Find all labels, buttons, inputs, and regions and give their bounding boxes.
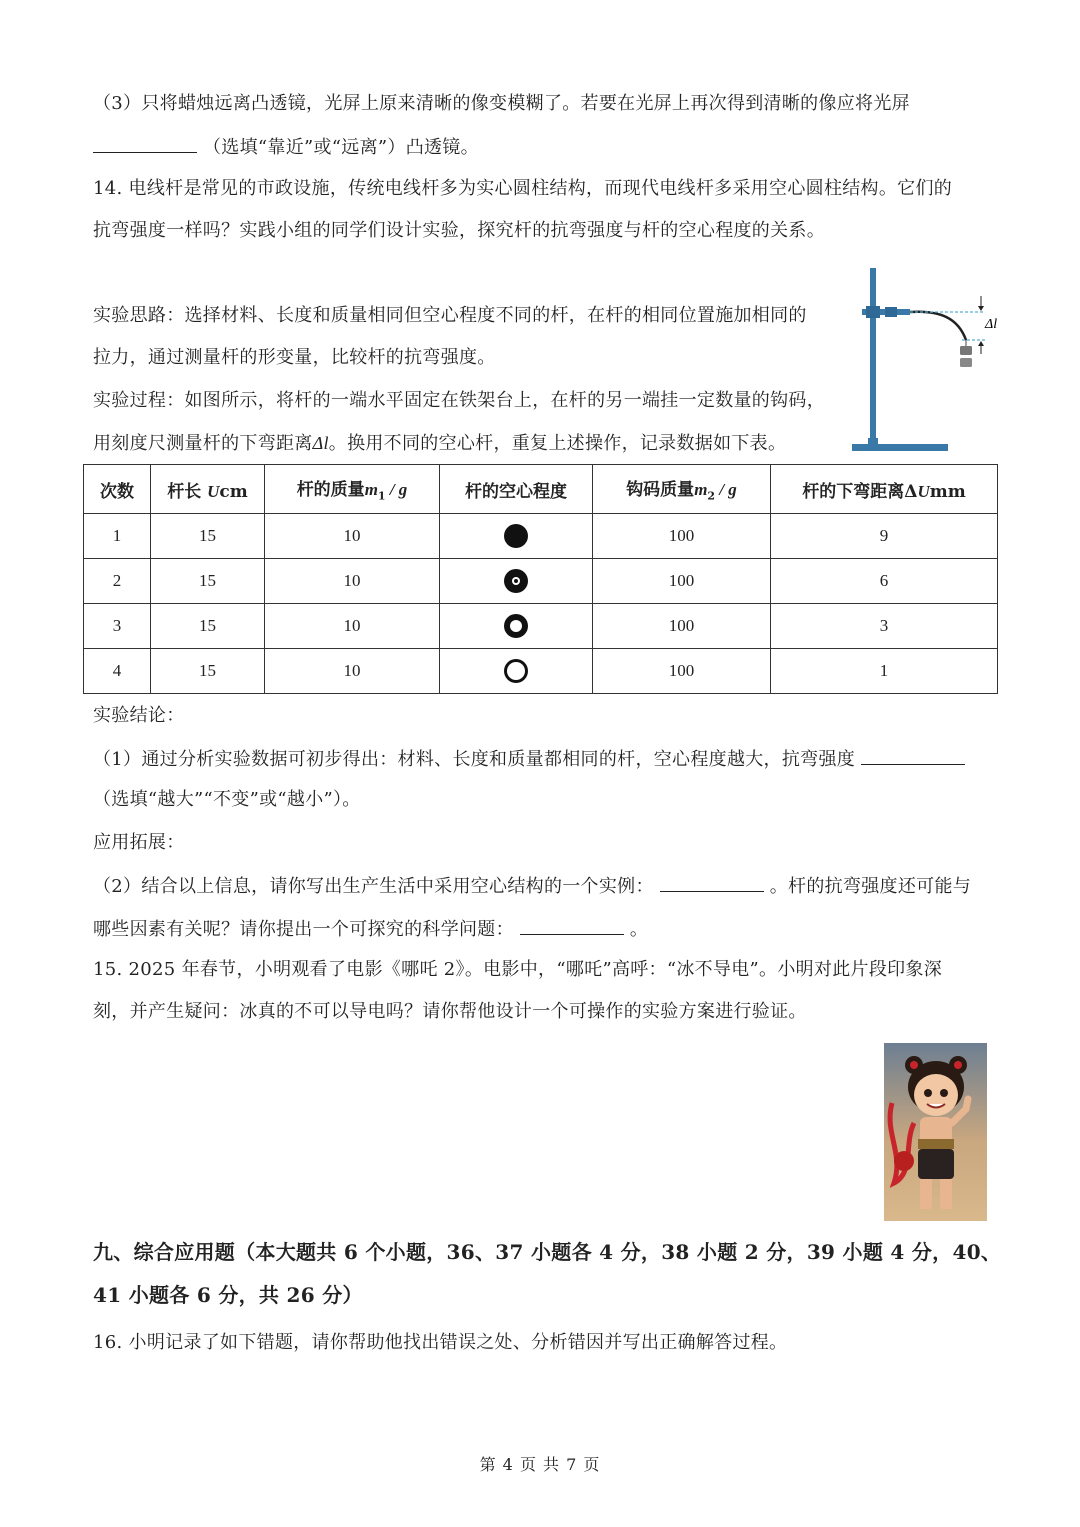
process-text-a: 用刻度尺测量杆的下弯距离: [93, 433, 313, 454]
cell-hollowness: [440, 514, 593, 559]
header-hollowness: 杆的空心程度: [440, 465, 593, 514]
nezha-character-image: [884, 1043, 987, 1221]
extension-text-c: 哪些因素有关呢？请你提出一个可探究的科学问题：: [93, 919, 514, 940]
weight-2: [960, 358, 972, 367]
cell-bend-distance: 1: [771, 649, 998, 694]
extension-text-b: 。杆的抗弯强度还可能与: [769, 876, 972, 897]
hollowness-icon: [502, 567, 530, 595]
cell-bend-distance: 9: [771, 514, 998, 559]
header-rod-mass: 杆的质量$m_1$ / g: [265, 465, 440, 514]
wind-fire-wheel-glow: [894, 1151, 914, 1171]
q14-process-line2: [93, 431, 786, 456]
extension-title: 应用拓展：: [93, 832, 185, 853]
eye-right: [940, 1089, 948, 1097]
belt: [918, 1139, 954, 1149]
q16-line1: 16. 小明记录了如下错题，请你帮助他找出错误之处、分析错因并写出正确解答过程。: [93, 1332, 788, 1353]
cell-bend-distance: 6: [771, 559, 998, 604]
extension-line2: [93, 916, 648, 942]
weight-1: [960, 346, 972, 355]
hair-tie-left: [910, 1061, 918, 1069]
q14-intro-line1: 14. 电线杆是常见的市政设施，传统电线杆多为实心圆柱结构，而现代电线杆多采用空心圆柱结构。它们的: [93, 178, 953, 199]
section9-heading-line2: 41 小题各 6 分，共 26 分）: [93, 1283, 363, 1307]
conclusion-title: 实验结论：: [93, 705, 185, 726]
eye-left: [924, 1089, 932, 1097]
cell-trial: 4: [84, 649, 151, 694]
answer-blank[interactable]: [93, 134, 197, 153]
page-footer: 第 4 页 共 7 页: [479, 1455, 601, 1474]
q14-idea-line2: 拉力，通过测量杆的形变量，比较杆的抗弯强度。: [93, 347, 496, 368]
cell-rod-mass: 10: [265, 604, 440, 649]
header-length: 杆长 Ucm: [151, 465, 265, 514]
cell-length: 15: [151, 604, 265, 649]
hair-tie-right: [954, 1061, 962, 1069]
cell-length: 15: [151, 514, 265, 559]
answer-blank[interactable]: [520, 916, 624, 935]
cell-bend-distance: 3: [771, 604, 998, 649]
clamp-boss: [866, 306, 880, 318]
stand-pole: [870, 268, 876, 440]
header-bend-distance: 杆的下弯距离ΔUmm: [771, 465, 998, 514]
cell-rod-mass: 10: [265, 514, 440, 559]
table-row: [84, 604, 998, 649]
hollowness-icon: [502, 612, 530, 640]
cell-trial: 1: [84, 514, 151, 559]
conclusion-text: （1）通过分析实验数据可初步得出：材料、长度和质量都相同的杆，空心程度越大，抗弯强度: [93, 749, 856, 770]
answer-blank[interactable]: [861, 746, 965, 765]
delta-l-symbol: Δl: [312, 433, 329, 453]
table-row: [84, 649, 998, 694]
cell-rod-mass: 10: [265, 559, 440, 604]
cell-weight-mass: 100: [593, 514, 771, 559]
q15-line1: 15. 2025 年春节，小明观看了电影《哪吒 2》。电影中，“哪吒”高呼：“冰不导电”。小明对此片段印象深: [93, 959, 943, 980]
hollowness-icon: [502, 522, 530, 550]
table-header-row: [84, 465, 998, 514]
trousers: [918, 1149, 954, 1179]
q14-idea-line1: 实验思路：选择材料、长度和质量相同但空心程度不同的杆，在杆的相同位置施加相同的: [93, 305, 807, 326]
cell-rod-mass: 10: [265, 649, 440, 694]
q14-intro-line2: 抗弯强度一样吗？实践小组的同学们设计实验，探究杆的抗弯强度与杆的空心程度的关系。: [93, 220, 825, 241]
process-text-b: 。换用不同的空心杆，重复上述操作，记录数据如下表。: [328, 433, 787, 454]
q13-part3-line1: （3）只将蜡烛远离凸透镜，光屏上原来清晰的像变模糊了。若要在光屏上再次得到清晰的像应将光屏: [93, 93, 910, 114]
clamp-jaw: [885, 307, 897, 317]
arrow-head-top: [978, 306, 984, 311]
q14-process-line1: 实验过程：如图所示，将杆的一端水平固定在铁架台上，在杆的另一端挂一定数量的钩码，: [93, 390, 825, 411]
extension-text-d: 。: [629, 919, 649, 940]
table-row: [84, 514, 998, 559]
iron-stand-figure: [850, 266, 1010, 458]
section9-heading-line1: 九、综合应用题（本大题共 6 个小题，36、37 小题各 4 分，38 小题 2 分，39 小题 4 分，40、: [93, 1240, 1002, 1264]
q13-part3-line2: [93, 134, 479, 160]
q13-part3-option-text: （选填“靠近”或“远离”）凸透镜。: [203, 137, 479, 158]
answer-blank[interactable]: [660, 873, 764, 892]
face: [914, 1074, 958, 1116]
cell-length: 15: [151, 559, 265, 604]
extension-line1: [93, 873, 971, 899]
cell-trial: 3: [84, 604, 151, 649]
conclusion-line2: （选填“越大”“不变”或“越小”）。: [93, 789, 361, 810]
cell-weight-mass: 100: [593, 649, 771, 694]
extension-text-a: （2）结合以上信息，请你写出生产生活中采用空心结构的一个实例：: [93, 876, 654, 897]
cell-trial: 2: [84, 559, 151, 604]
cell-hollowness: [440, 559, 593, 604]
table-row: [84, 559, 998, 604]
stand-base: [852, 444, 948, 451]
leg-right: [940, 1179, 952, 1209]
hollowness-icon: [502, 657, 530, 685]
header-trial: 次数: [84, 465, 151, 514]
leg-left: [920, 1179, 932, 1209]
cell-hollowness: [440, 649, 593, 694]
q15-line2: 刻，并产生疑问：冰真的不可以导电吗？请你帮他设计一个可操作的实验方案进行验证。: [93, 1001, 807, 1022]
cell-weight-mass: 100: [593, 604, 771, 649]
cell-length: 15: [151, 649, 265, 694]
header-weight-mass: 钩码质量$m_2$ / g: [593, 465, 771, 514]
cell-weight-mass: 100: [593, 559, 771, 604]
conclusion-line1: [93, 746, 971, 772]
data-table: [83, 464, 998, 694]
bent-rod: [910, 312, 966, 340]
delta-l-label: Δl: [985, 317, 998, 332]
cell-hollowness: [440, 604, 593, 649]
arrow-head-bottom: [978, 341, 984, 346]
